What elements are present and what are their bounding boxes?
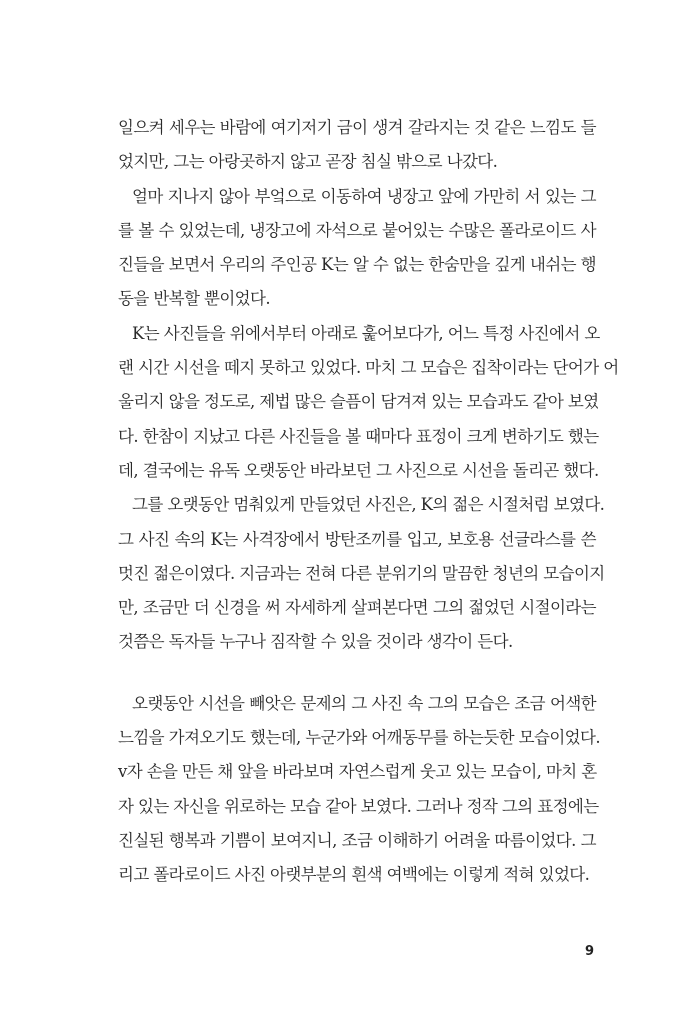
paragraph	[118, 488, 605, 659]
text-line: 랜 시간 시선을 떼지 못하고 있었다. 마치 그 모습은 집착이라는 단어가 어	[118, 358, 619, 378]
text-line: 자 있는 자신을 위로하는 모습 같아 보였다. 그러나 정작 그의 표정에는	[118, 796, 599, 816]
text-line: 진실된 행복과 기쁨이 보여지니, 조금 이해하기 어려울 따름이었다. 그	[118, 830, 596, 850]
text-line: 다. 한참이 지났고 다른 사진들을 볼 때마다 표정이 크게 변하기도 했는	[118, 426, 599, 446]
text-line: 것쯤은 독자들 누구나 짐작할 수 있을 것이라 생각이 든다.	[118, 632, 513, 652]
text-line: K는 사진들을 위에서부터 아래로 훑어보다가, 어느 특정 사진에서 오	[132, 323, 600, 343]
text-line: 그를 오랫동안 멈춰있게 만들었던 사진은, K의 젊은 시절처럼 보였다.	[132, 495, 605, 515]
text-line: 를 볼 수 있었는데, 냉장고에 자석으로 붙어있는 수많은 폴라로이드 사	[118, 220, 596, 240]
body-text	[118, 111, 619, 893]
text-line: 얼마 지나지 않아 부엌으로 이동하여 냉장고 앞에 가만히 서 있는 그	[132, 186, 596, 206]
paragraph	[118, 317, 619, 488]
text-line: 었지만, 그는 아랑곳하지 않고 곧장 침실 밖으로 나갔다.	[118, 152, 498, 172]
text-line: 멋진 젊은이였다. 지금과는 전혀 다른 분위기의 말끔한 청년의 모습이지	[118, 563, 605, 583]
text-line: 데, 결국에는 유독 오랫동안 바라보던 그 사진으로 시선을 돌리곤 했다.	[118, 460, 599, 480]
paragraph	[118, 111, 596, 180]
text-line: 동을 반복할 뿐이었다.	[118, 289, 270, 309]
text-line: 리고 폴라로이드 사진 아랫부분의 흰색 여백에는 이렇게 적혀 있었다.	[118, 865, 590, 885]
text-line: 울리지 않을 정도로, 제법 많은 슬픔이 담겨져 있는 모습과도 같아 보였	[118, 392, 599, 412]
text-line: 일으켜 세우는 바람에 여기저기 금이 생겨 갈라지는 것 같은 느낌도 들	[118, 118, 596, 137]
text-line: 오랫동안 시선을 빼앗은 문제의 그 사진 속 그의 모습은 조금 어색한	[132, 693, 596, 713]
text-line: 그 사진 속의 K는 사격장에서 방탄조끼를 입고, 보호용 선글라스를 쓴	[118, 529, 596, 549]
text-line: 진들을 보면서 우리의 주인공 K는 알 수 없는 한숨만을 깊게 내쉬는 행	[118, 255, 596, 275]
text-line: v자 손을 만든 채 앞을 바라보며 자연스럽게 웃고 있는 모습이, 마치 혼	[118, 762, 597, 782]
paragraph	[118, 687, 600, 893]
text-line: 만, 조금만 더 신경을 써 자세하게 살펴본다면 그의 젊었던 시절이라는	[118, 598, 596, 618]
paragraph	[118, 180, 596, 317]
text-line: 느낌을 가져오기도 했는데, 누군가와 어깨동무를 하는듯한 모습이었다.	[118, 728, 600, 748]
page-number: 9	[585, 944, 595, 959]
